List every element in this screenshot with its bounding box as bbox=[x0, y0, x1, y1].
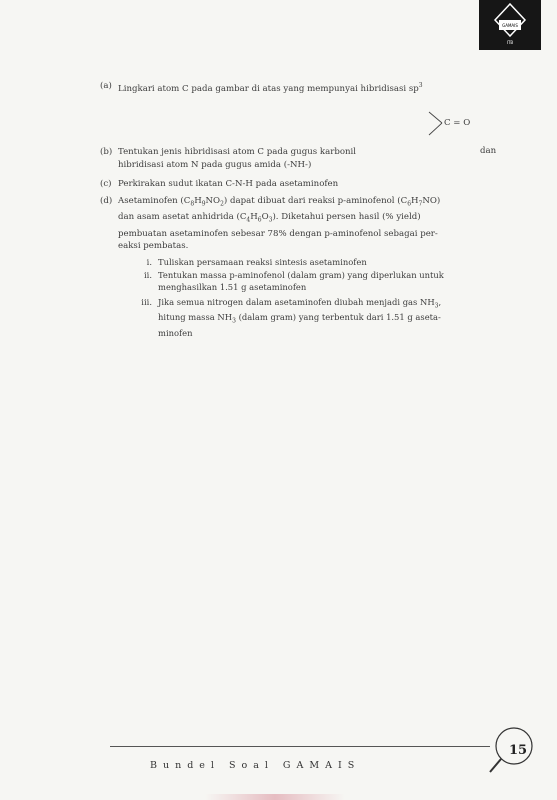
logo-subtext: ITB bbox=[506, 40, 514, 45]
sub-item-i-text: Tuliskan persamaan reaksi sintesis asetaminofen bbox=[158, 257, 367, 267]
logo-text: GAMAIS bbox=[502, 23, 518, 28]
question-a-sup: 3 bbox=[418, 82, 423, 89]
sub-item-iii-line2: hitung massa $NH_3$ (dalam gram) yang terbentuk dari 1.51 g aseta- bbox=[158, 312, 441, 325]
footer-divider bbox=[110, 746, 490, 747]
question-d-line3: pembuatan asetaminofen sebesar 78% dengan p-aminofenol sebagai per- bbox=[118, 228, 438, 239]
question-d-line2: dan asam asetat anhidrida $(C_4H_6O_3)$. Diketahui persen hasil (% yield) bbox=[118, 212, 421, 225]
footer-title: Bundel Soal GAMAIS bbox=[150, 760, 361, 771]
page-smudge bbox=[205, 794, 345, 800]
question-c bbox=[100, 178, 508, 191]
sub-item-i bbox=[146, 257, 503, 269]
question-b bbox=[100, 146, 508, 171]
sub-item-ii-line2: menghasilkan 1.51 g asetaminofen bbox=[158, 281, 307, 292]
question-b-line2: hibridisasi atom N pada gugus amida (-NH-) bbox=[118, 159, 312, 170]
sub-item-iii bbox=[141, 297, 503, 339]
sub-item-ii bbox=[143, 270, 503, 293]
question-a-text: Lingkari atom C pada gambar di atas yang mempunyai hibridisasi sp bbox=[118, 83, 419, 94]
question-d-line4: eaksi pembatas. bbox=[118, 241, 189, 252]
question-c-label: (c) bbox=[100, 179, 112, 189]
sub-item-ii-line1: Tentukan massa p-aminofenol (dalam gram) yang diperlukan untuk bbox=[158, 270, 444, 280]
question-d bbox=[100, 195, 508, 253]
question-d-line1: Asetaminofen $(C_8H_9NO_2)$ dapat dibuat dari reaksi p-aminofenol $(C_6H_7NO)$ bbox=[118, 196, 441, 208]
question-b-dan: dan bbox=[480, 146, 497, 156]
sub-item-iii-line3: minofen bbox=[158, 327, 193, 338]
question-c-text: Perkirakan sudut ikatan C-N-H pada asetaminofen bbox=[118, 179, 339, 189]
question-d-label: (d) bbox=[100, 196, 113, 206]
question-a-label: (a) bbox=[100, 81, 112, 91]
sub-item-iii-label: iii. bbox=[141, 297, 152, 307]
question-b-label: (b) bbox=[100, 147, 113, 157]
carbonyl-structure bbox=[425, 110, 485, 140]
question-b-line1: Tentukan jenis hibridisasi atom C pada gugus karbonil bbox=[118, 147, 357, 157]
sub-item-i-label: i. bbox=[146, 257, 152, 267]
sub-item-ii-label: ii. bbox=[143, 270, 152, 280]
carbonyl-text: C = O bbox=[444, 118, 471, 128]
question-a bbox=[100, 80, 508, 95]
sub-item-iii-line1: Jika semua nitrogen dalam asetaminofen diubah menjadi gas $NH_3$, bbox=[158, 297, 442, 310]
gamais-logo bbox=[479, 0, 541, 50]
page-number: 15 bbox=[509, 743, 528, 758]
